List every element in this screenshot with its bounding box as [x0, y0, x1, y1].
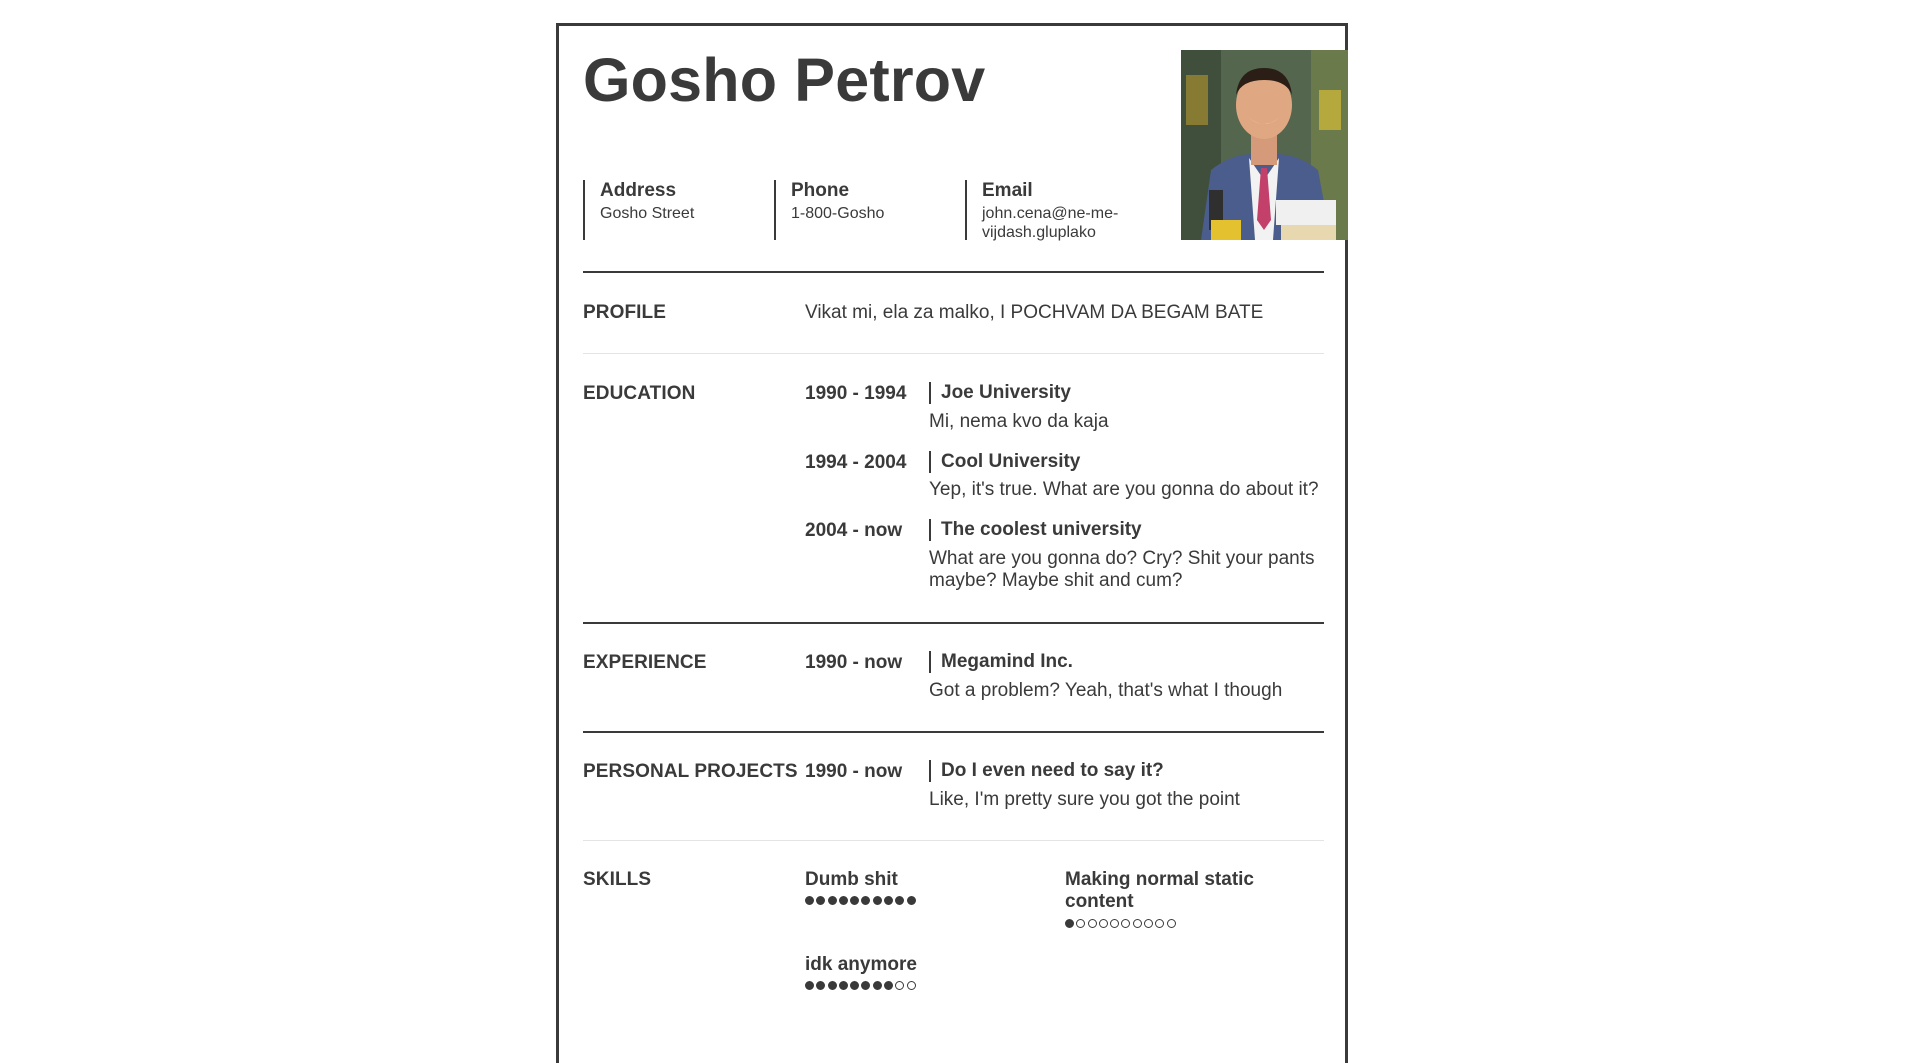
skill-dot-empty: [1121, 919, 1130, 928]
skill-dot-filled: [828, 981, 837, 990]
skill-dot-filled: [816, 981, 825, 990]
entry-description: Like, I'm pretty sure you got the point: [929, 789, 1240, 810]
section-label-experience: EXPERIENCE: [583, 652, 707, 673]
section-label-education: EDUCATION: [583, 383, 696, 404]
skill-dot-filled: [907, 896, 916, 905]
skill-dot-empty: [1110, 919, 1119, 928]
skill-dot-empty: [1144, 919, 1153, 928]
section-label-skills: SKILLS: [583, 869, 652, 890]
resume-name: Gosho Petrov: [583, 46, 986, 114]
entry-description: Yep, it's true. What are you gonna do about it?: [929, 479, 1319, 500]
profile-text: Vikat mi, ela za malko, I POCHVAM DA BEGAM BATE: [805, 302, 1264, 323]
entry-description: What are you gonna do? Cry? Shit your pants maybe? Maybe shit and cum?: [929, 548, 1315, 591]
section-label-projects: PERSONAL PROJECTS: [583, 761, 798, 782]
entry-date: 1990 - now: [805, 652, 903, 673]
skill-level-dots: [1065, 919, 1178, 931]
skill-dot-empty: [1076, 919, 1085, 928]
skill-dot-filled: [873, 981, 882, 990]
skill-dot-filled: [839, 896, 848, 905]
section-divider: [583, 271, 1324, 273]
entry-title: Megamind Inc.: [929, 651, 1073, 673]
resume-page: [556, 23, 1348, 1063]
section-divider: [583, 731, 1324, 733]
section-divider: [583, 353, 1324, 354]
skill-dot-filled: [805, 981, 814, 990]
contact-address: [583, 180, 773, 240]
skill-dot-filled: [861, 896, 870, 905]
skill-name: Making normal static content: [1065, 869, 1254, 912]
entry-title: Do I even need to say it?: [929, 760, 1164, 782]
contact-value: 1-800-Gosho: [791, 204, 885, 222]
skill-dot-filled: [805, 896, 814, 905]
skill-dot-filled: [828, 896, 837, 905]
entry-description: Mi, nema kvo da kaja: [929, 411, 1109, 432]
entry-date: 2004 - now: [805, 520, 903, 541]
skill-name: Dumb shit: [805, 869, 898, 890]
entry-title: Joe University: [929, 382, 1071, 404]
skill-dot-empty: [1099, 919, 1108, 928]
entry-title: The coolest university: [929, 519, 1142, 541]
contact-label: Email: [982, 180, 1033, 201]
skill-dot-empty: [1167, 919, 1176, 928]
skill-level-dots: [805, 896, 918, 908]
skill-dot-filled: [895, 896, 904, 905]
skill-dot-filled: [861, 981, 870, 990]
skill-dot-empty: [1155, 919, 1164, 928]
contact-phone: [774, 180, 964, 240]
skill-dot-filled: [850, 896, 859, 905]
entry-description: Got a problem? Yeah, that's what I though: [929, 680, 1283, 701]
skill-dot-filled: [884, 981, 893, 990]
contact-email: [965, 180, 1145, 240]
skill-dot-empty: [1133, 919, 1142, 928]
entry-date: 1990 - now: [805, 761, 903, 782]
skill-dot-filled: [873, 896, 882, 905]
section-label-profile: PROFILE: [583, 302, 667, 323]
skill-dot-filled: [1065, 919, 1074, 928]
skill-dot-filled: [884, 896, 893, 905]
skill-dot-filled: [850, 981, 859, 990]
skill-name: idk anymore: [805, 954, 917, 975]
contact-info: [583, 180, 1143, 242]
skill-dot-empty: [895, 981, 904, 990]
entry-date: 1994 - 2004: [805, 452, 907, 473]
skill-dot-filled: [839, 981, 848, 990]
skill-dot-filled: [816, 896, 825, 905]
contact-label: Phone: [791, 180, 850, 201]
section-divider: [583, 622, 1324, 624]
portrait-photo-icon: [1181, 50, 1348, 240]
entry-date: 1990 - 1994: [805, 383, 907, 404]
section-divider: [583, 840, 1324, 841]
contact-value: Gosho Street: [600, 204, 695, 222]
contact-label: Address: [600, 180, 677, 201]
entry-title: Cool University: [929, 451, 1080, 473]
skill-level-dots: [805, 981, 918, 993]
skill-dot-empty: [907, 981, 916, 990]
contact-value: john.cena@ne-me-vijdash.gluplako: [982, 204, 1119, 242]
skill-dot-empty: [1088, 919, 1097, 928]
